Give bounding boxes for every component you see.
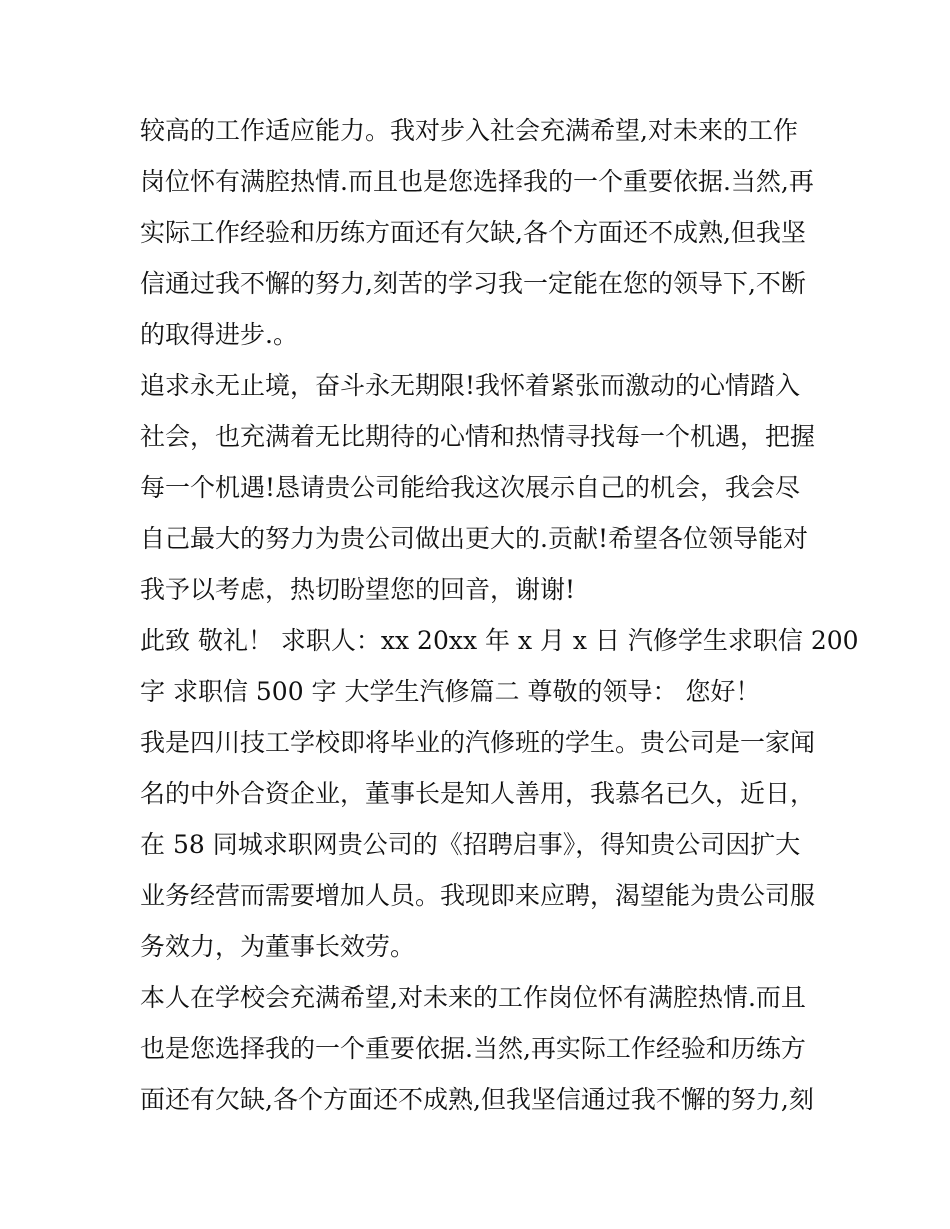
text-line: 我是四川技工学校即将毕业的汽修班的学生。贵公司是一家闻 — [140, 728, 816, 757]
text-line: 每一个机遇!恳请贵公司能给我这次展示自己的机会，我会尽 — [140, 473, 801, 502]
paragraph-introduction — [140, 717, 820, 972]
text-line: 字 求职信 500 字 大学生汽修篇二 尊敬的领导： 您好！ — [140, 677, 761, 706]
text-line: 此致 敬礼！ 求职人：xx 20xx 年 x 月 x 日 汽修学生求职信 200 — [140, 626, 859, 655]
text-line: 追求永无止境，奋斗永无期限!我怀着紧张而激动的心情踏入 — [140, 371, 801, 400]
paragraph-work-adaptability — [140, 105, 820, 360]
text-line: 名的中外合资企业，董事长是知人善用，我慕名已久，近日， — [140, 779, 816, 808]
text-line: 的取得进步.。 — [140, 320, 298, 349]
text-line: 面还有欠缺,各个方面还不成熟,但我坚信通过我不懈的努力,刻 — [140, 1085, 814, 1114]
paragraph-self-statement — [140, 972, 820, 1125]
text-line: 业务经营而需要增加人员。我现即来应聘，渴望能为贵公司服 — [140, 881, 816, 910]
text-line: 本人在学校会充满希望,对未来的工作岗位怀有满腔热情.而且 — [140, 983, 806, 1012]
text-line: 也是您选择我的一个重要依据.当然,再实际工作经验和历练方 — [140, 1034, 806, 1063]
text-line: 较高的工作适应能力。我对步入社会充满希望,对未来的工作 — [140, 116, 798, 145]
text-line: 在 58 同城求职网贵公司的《招聘启事》，得知贵公司因扩大 — [140, 830, 801, 859]
text-line: 务效力，为董事长效劳。 — [140, 932, 416, 961]
text-line: 岗位怀有满腔热情.而且也是您选择我的一个重要依据.当然,再 — [140, 167, 814, 196]
text-line: 实际工作经验和历练方面还有欠缺,各个方面还不成熟,但我坚 — [140, 218, 806, 247]
document-body — [140, 105, 859, 1125]
text-line: 社会，也充满着无比期待的心情和热情寻找每一个机遇，把握 — [140, 422, 816, 451]
paragraph-pursuit — [140, 360, 820, 615]
text-line: 自己最大的努力为贵公司做出更大的.贡献!希望各位领导能对 — [140, 524, 808, 553]
text-line: 信通过我不懈的努力,刻苦的学习我一定能在您的领导下,不断 — [140, 269, 806, 298]
paragraph-closing-and-heading — [140, 615, 859, 717]
text-line: 我予以考虑，热切盼望您的回音，谢谢! — [140, 575, 576, 604]
